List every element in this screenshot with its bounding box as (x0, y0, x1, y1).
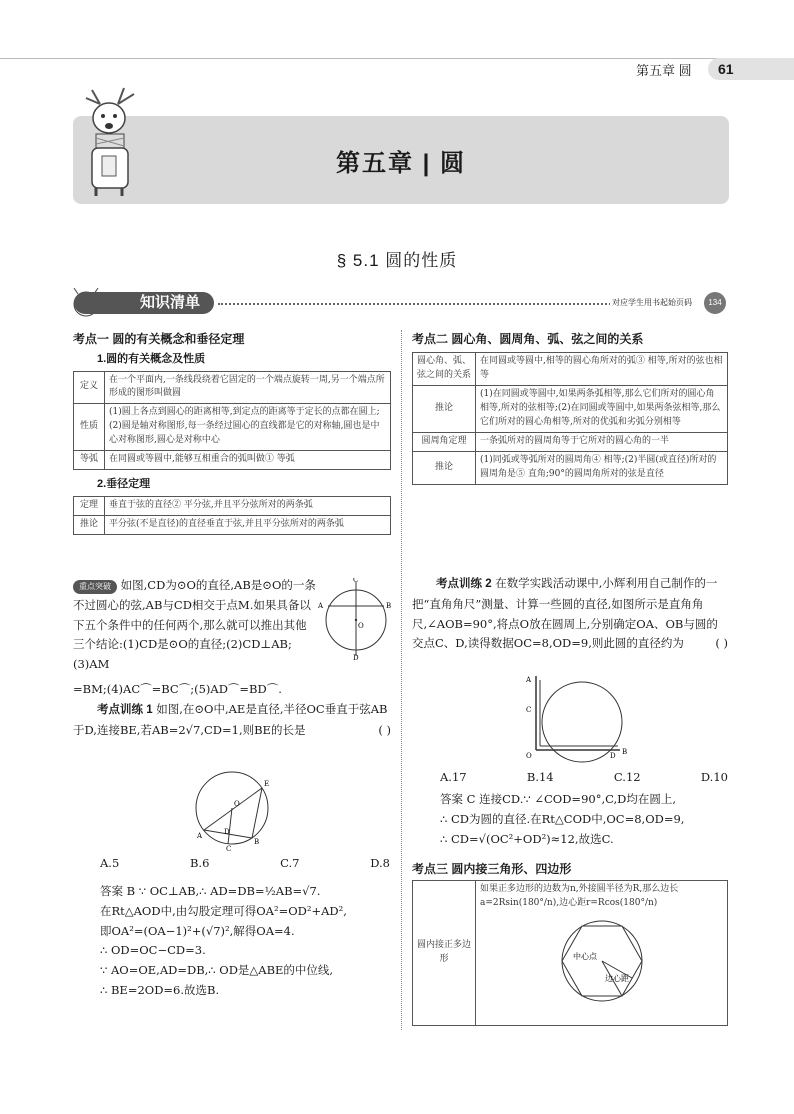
focus-block (73, 576, 318, 675)
focus-conditions: =BM;(4)AC⌒=BC⌒;(5)AD⌒=BD⌒. (73, 682, 282, 696)
ex2-answer-paren: ( ) (715, 636, 728, 651)
option: A.17 (440, 770, 467, 784)
table-value: 在同圆或等圆中,相等的圆心角所对的弧③ 相等,所对的弦也相等 (476, 353, 728, 386)
svg-text:B: B (254, 838, 260, 846)
ex1-text: 如图,在⊙O中,AE是直径,半径OC垂直于弦AB于D,连接BE,若AB=2√7,CD=1,则BE的长是 (73, 702, 388, 737)
svg-text:D: D (610, 752, 616, 760)
focus-paragraph (73, 576, 318, 675)
table-key: 定义 (74, 371, 105, 404)
svg-text:B: B (386, 602, 392, 610)
option: A.5 (100, 856, 120, 870)
table-value: 一条弧所对的圆周角等于它所对的圆心角的一半 (476, 432, 728, 451)
apothem-label: 边心距 (604, 973, 629, 983)
table-value: 平分弦(不是直径)的直径垂直于弦,并且平分弦所对的两条弧 (105, 515, 391, 534)
kp1-title: 考点一 圆的有关概念和垂径定理 (73, 332, 245, 346)
svg-text:C: C (353, 578, 359, 584)
answer-2 (440, 790, 730, 849)
answer-line: ∴ CD=√(OC²+OD²)≈12,故选C. (440, 831, 614, 846)
student-book-page: 134 (704, 292, 726, 314)
table-key: 推论 (413, 385, 476, 432)
svg-text:B: B (622, 748, 628, 756)
right-column (412, 330, 728, 485)
exercise-1 (73, 700, 391, 741)
svg-text:A: A (318, 602, 324, 610)
student-book-note: 对应学生用书起始页码 (612, 298, 692, 307)
table-row (74, 451, 391, 470)
table-row (74, 496, 391, 515)
ex2-options (440, 770, 728, 784)
ex2-title: 考点训练 2 (436, 578, 492, 590)
svg-text:D: D (353, 654, 359, 660)
relation-table (412, 352, 728, 485)
svg-text:E: E (264, 780, 270, 788)
right-angle-ruler-figure (520, 672, 630, 766)
option: D.8 (370, 856, 390, 870)
table-value: 在一个平面内,一条线段绕着它固定的一个端点旋转一周,另一个端点所形成的图形叫做圆 (105, 371, 391, 404)
table-row (413, 451, 728, 484)
page-number: 61 (708, 58, 794, 80)
concept-table (73, 371, 391, 471)
table-row (413, 881, 728, 1026)
svg-text:D: D (224, 828, 230, 836)
answer-line: ∵ AO=OE,AD=DB,∴ OD是△ABE的中位线, (100, 963, 334, 978)
table-value: (1)在同圆或等圆中,如果两条弧相等,那么它们所对的圆心角相等,所对的弦相等;(2)在同圆或等圆中,如果两条弦相等,那么它们所对的圆心角相等,所对的优弧和劣弧分别相等 (476, 385, 728, 432)
ex1-title: 考点训练 1 (97, 704, 153, 716)
table-row (413, 353, 728, 386)
table-key: 等弧 (74, 451, 105, 470)
option: B.14 (526, 770, 554, 784)
polygon-formula: 如果正多边形的边数为n,外接圆半径为R,那么边长a=2Rsin(180°/n),边心距r=Rcos(180°/n) (480, 884, 679, 908)
column-divider (401, 330, 403, 1030)
focus-tag: 重点突破 (73, 580, 117, 594)
table-value: 在同圆或等圆中,能够互相重合的弧叫做① 等弧 (105, 451, 391, 470)
sub1-title: 1.圆的有关概念及性质 (97, 353, 206, 365)
table-row (413, 432, 728, 451)
answer-line: 即OA²=(OA−1)²+(√7)²,解得OA=4. (100, 923, 295, 938)
svg-text:A: A (197, 832, 203, 840)
answer-line: ∴ OD=OC−CD=3. (100, 943, 206, 958)
table-key: 圆内接正多边形 (413, 881, 476, 1026)
table-row (74, 404, 391, 451)
chapter-banner (73, 116, 729, 204)
answer-line: 答案 C 连接CD.∵ ∠COD=90°,C,D均在圆上, (440, 792, 677, 806)
deer-mascot-illustration (78, 86, 148, 198)
exercise1-figure (190, 768, 280, 852)
dotted-leader (218, 303, 678, 305)
section-title: § 5.1 圆的性质 (336, 251, 458, 270)
option: C.12 (613, 770, 641, 784)
option: C.7 (280, 856, 300, 870)
table-key: 推论 (74, 515, 105, 534)
svg-text:A: A (526, 676, 532, 684)
header-rule (0, 58, 794, 59)
focus-text: 如图,CD为⊙O的直径,AB是⊙O的一条不过圆心的弦,AB与CD相交于点M.如果具备以下五个条件中的任何两个,那么就可以推出其他三个结论:(1)CD是⊙O的直径;(2)CD⊥AB;(3)AM (73, 578, 316, 672)
table-row (74, 371, 391, 404)
svg-text:C: C (226, 845, 232, 852)
table-value: (1)同弧或等弧所对的圆周角④ 相等;(2)半圆(或直径)所对的圆周角是⑤ 直角;90°的圆周角所对的弦是直径 (476, 451, 728, 484)
option: D.10 (700, 770, 728, 784)
center-point-label: 中心点 (572, 951, 597, 961)
knowledge-list-bar (68, 288, 728, 318)
table-row (74, 515, 391, 534)
svg-text:O: O (358, 622, 364, 630)
ex2-text: 在数学实践活动课中,小辉利用自己制作的一把“直角角尺”测量、计算一些圆的直径,如图所示是直角角尺,∠AOB=90°,将点O放在圆周上,分别确定OA、OB与圆的交点C、D,读得数据OC=8,OD=9,则此圆的直径约为 (412, 576, 718, 651)
ex1-answer-paren: ( ) (378, 722, 391, 737)
table-key: 定理 (74, 496, 105, 515)
table-key: 圆心角、弧、弦之间的关系 (413, 353, 476, 386)
kp2-title: 考点二 圆心角、圆周角、弧、弦之间的关系 (412, 332, 644, 346)
left-column (73, 330, 391, 535)
kp3-title: 考点三 圆内接三角形、四边形 (412, 862, 572, 876)
knowledge-list-badge: 知识清单 (74, 292, 214, 314)
answer-line: 答案 B ∵ OC⊥AB,∴ AD=DB=½AB=√7. (100, 884, 321, 898)
ex1-options (100, 856, 390, 870)
running-header-chapter: 第五章 圆 (636, 63, 692, 78)
svg-text:C: C (526, 706, 532, 714)
option: B.6 (189, 856, 210, 870)
answer-line: 在Rt△AOD中,由勾股定理可得OA²=OD²+AD², (100, 903, 347, 918)
svg-text:O: O (526, 752, 532, 760)
answer-1 (100, 882, 392, 1001)
table-key: 推论 (413, 451, 476, 484)
table-row (413, 385, 728, 432)
answer-line: ∴ BE=2OD=6.故选B. (100, 982, 220, 997)
polygon-table (412, 880, 728, 1026)
table-value: 垂直于弦的直径② 平分弦,并且平分弦所对的两条弧 (105, 496, 391, 515)
table-value: (1)圆上各点到圆心的距离相等,到定点的距离等于定长的点都在圆上;(2)圆是轴对称图形,每一条经过圆心的直线都是它的对称轴,圆也是中心对称图形,圆心是对称中心 (105, 404, 391, 451)
sub2-title: 2.垂径定理 (97, 478, 151, 491)
chapter-title: 第五章 | 圆 (335, 150, 467, 177)
circle-diameter-figure (316, 578, 396, 660)
table-key: 性质 (74, 404, 105, 451)
theorem-table (73, 496, 391, 535)
table-value (476, 881, 728, 1026)
answer-line: ∴ CD为圆的直径.在Rt△COD中,OC=8,OD=9, (440, 811, 685, 826)
svg-text:O: O (234, 800, 240, 808)
exercise-2 (412, 574, 728, 654)
table-key: 圆周角定理 (413, 432, 476, 451)
inscribed-hexagon-figure (547, 915, 657, 1007)
